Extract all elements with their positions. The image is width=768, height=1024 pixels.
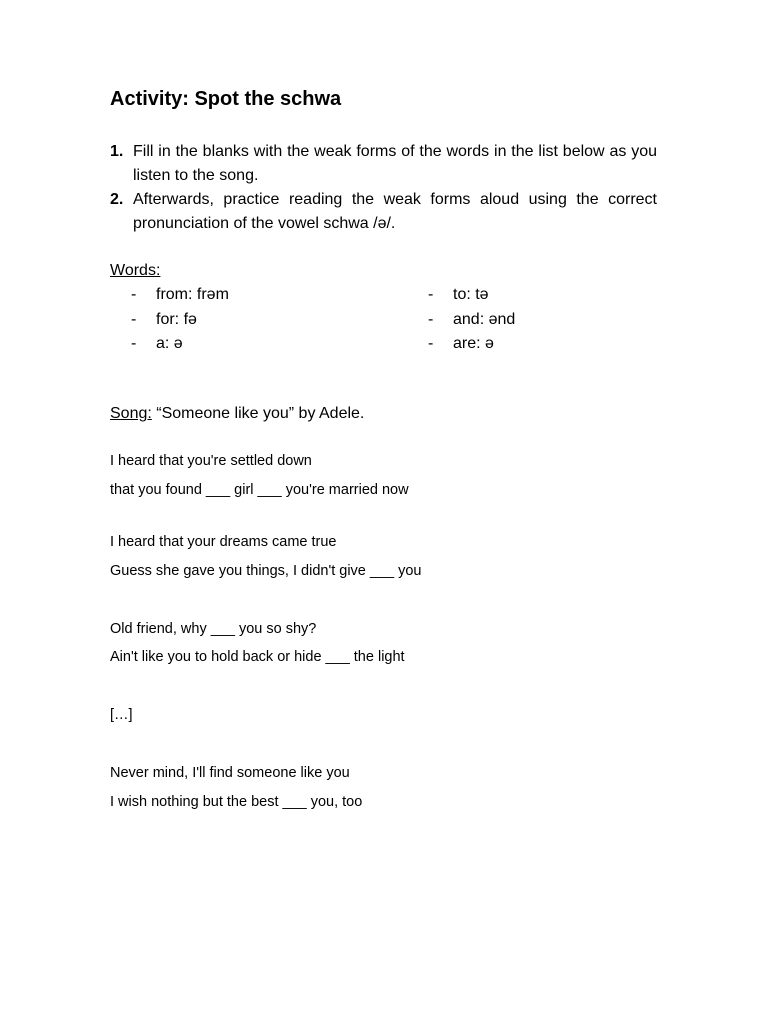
word-text: from: frəm [156,286,229,303]
bullet-dash: - [131,335,137,352]
word-text: a: ə [156,335,183,352]
instruction-item [110,188,657,236]
instruction-number: 1. [110,143,124,160]
word-list-right [428,283,515,357]
word-text: and: ənd [453,310,516,328]
word-item [131,308,229,333]
word-text: to: tə [453,286,489,303]
instruction-text: Fill in the blanks with the weak forms of the words in the list below as you listen to the song. [133,143,657,184]
words-heading: Words: [110,262,161,279]
instruction-item [110,140,657,188]
word-text: for: fə [156,310,197,328]
bullet-dash: - [131,310,137,328]
song-label: Song: [110,405,152,422]
lyric-line: Old friend, why ___ you so shy? [110,621,317,637]
lyric-line: I heard that your dreams came true [110,534,337,550]
bullet-dash: - [428,335,434,352]
lyric-ellipsis: […] [110,707,133,723]
instruction-number: 2. [110,191,124,208]
word-item [131,332,229,357]
word-text: are: ə [453,335,494,352]
word-item [428,308,515,333]
lyric-line: I wish nothing but the best ___ you, too [110,794,363,810]
bullet-dash: - [131,286,137,303]
page-title: Activity: Spot the schwa [110,88,342,110]
bullet-dash: - [428,286,434,303]
word-item [131,283,229,308]
lyric-line: I heard that you're settled down [110,453,312,469]
song-title: “Someone like you” by Adele. [151,405,365,422]
lyric-line: Never mind, I'll find someone like you [110,765,350,781]
song-reference [110,402,364,426]
lyric-line: Guess she gave you things, I didn't give ___ you [110,563,422,579]
lyric-line: that you found ___ girl ___ you're married now [110,482,409,498]
word-item [428,283,515,308]
word-item [428,332,515,357]
word-list-left [131,283,229,357]
instruction-text: Afterwards, practice reading the weak forms aloud using the correct pronunciation of the vowel schwa /ə/. [133,191,657,232]
bullet-dash: - [428,310,434,328]
lyric-line: Ain't like you to hold back or hide ___ the light [110,649,405,665]
instruction-list [110,140,657,236]
